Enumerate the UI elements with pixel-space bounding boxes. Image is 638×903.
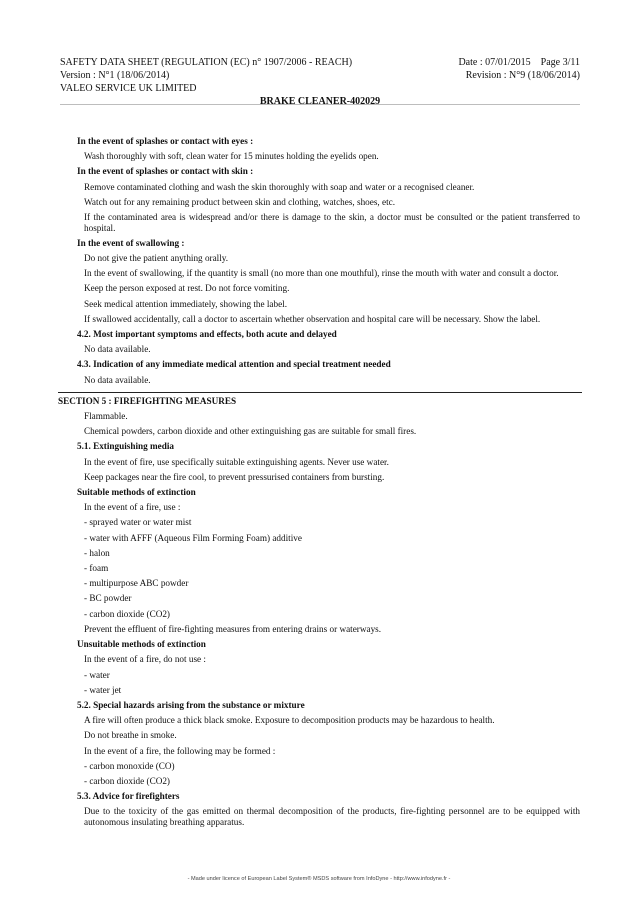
section-5-1-heading: 5.1. Extinguishing media [77,441,175,452]
paragraph: Seek medical attention immediately, showing the label. [84,298,288,309]
list-item: A fire will often produce a thick black smoke. Exposure to decomposition products may be hazardous to health. [84,715,495,726]
list-item: - carbon dioxide (CO2) [84,608,170,619]
list-item: - foam [84,563,109,574]
list-item: - water [84,669,110,680]
eyes-heading: In the event of splashes or contact with eyes : [77,136,254,146]
skin-heading: In the event of splashes or contact with skin : [77,166,254,177]
paragraph: Flammable. [84,411,128,422]
paragraph: Keep the person exposed at rest. Do not force vomiting. [84,283,290,294]
list-item: In the event of a fire, use : [84,502,181,513]
paragraph: No data available. [84,344,151,355]
list-item: - carbon dioxide (CO2) [84,775,170,786]
list-item: - multipurpose ABC powder [84,578,189,589]
revision-info: Revision : N°9 (18/06/2014) [465,70,580,81]
header-divider [60,104,580,105]
paragraph: Do not give the patient anything orally. [84,253,229,264]
suitable-methods-heading: Suitable methods of extinction [77,487,196,498]
list-item: In the event of a fire, the following may be formed : [84,745,276,756]
section-4-2-heading: 4.2. Most important symptoms and effects, both acute and delayed [77,329,337,340]
section-5-2-heading: 5.2. Special hazards arising from the substance or mixture [77,699,305,710]
company-name: VALEO SERVICE UK LIMITED [60,83,197,94]
swallow-heading: In the event of swallowing : [77,238,185,249]
paragraph: Remove contaminated clothing and wash the skin thoroughly with soap and water or a recognised cleaner. [84,181,475,192]
list-item: - BC powder [84,593,132,604]
list-item: Do not breathe in smoke. [84,730,177,741]
page-footer: - Made under licence of European Label System® MSDS software from InfoDyne - http://www.infodyne.fr - [187,876,451,882]
list-item: Prevent the effluent of fire-fighting measures from entering drains or waterways. [84,623,382,634]
paragraph: Wash thoroughly with soft, clean water for 15 minutes holding the eyelids open. [84,151,379,162]
paragraph: Due to the toxicity of the gas emitted on thermal decomposition of the products, fire-fighting personnel are to be equipped with autonomous insulating breathing apparatus. [84,806,580,828]
paragraph: Keep packages near the fire cool, to prevent pressurised containers from bursting. [84,471,385,482]
document-body [60,134,580,830]
version-info: Version : N°1 (18/06/2014) [60,70,170,81]
section-5-title: SECTION 5 : FIREFIGHTING MEASURES [58,392,582,409]
list-item: - halon [84,547,110,558]
regulation-title: SAFETY DATA SHEET (REGULATION (EC) n° 1907/2006 - REACH) [60,57,353,68]
list-item: - carbon monoxide (CO) [84,760,175,771]
paragraph: In the event of swallowing, if the quantity is small (no more than one mouthful), rinse the mouth with water and consult a doctor. [84,268,559,279]
list-item: In the event of a fire, do not use : [84,654,206,665]
paragraph: No data available. [84,374,151,385]
paragraph: In the event of fire, use specifically suitable extinguishing agents. Never use water. [84,456,389,467]
list-item: - water jet [84,684,122,695]
section-4-3-heading: 4.3. Indication of any immediate medical attention and special treatment needed [77,359,391,370]
paragraph: Watch out for any remaining product between skin and clothing, watches, shoes, etc. [84,196,396,207]
product-title: BRAKE CLEANER-402029 [259,96,381,107]
paragraph: If the contaminated area is widespread and/or there is damage to the skin, a doctor must be consulted or the patient transferred to hospital. [84,212,580,234]
list-item: - sprayed water or water mist [84,517,192,528]
page-header [60,56,580,108]
date-page-info: Date : 07/01/2015 Page 3/11 [458,57,580,68]
paragraph: Chemical powders, carbon dioxide and other extinguishing gas are suitable for small fires. [84,426,417,437]
section-5-3-heading: 5.3. Advice for firefighters [77,791,180,802]
list-item: - water with AFFF (Aqueous Film Forming Foam) additive [84,532,302,543]
paragraph: If swallowed accidentally, call a doctor to ascertain whether observation and hospital care will be necessary. Show the label. [84,313,541,324]
unsuitable-methods-heading: Unsuitable methods of extinction [77,639,206,650]
